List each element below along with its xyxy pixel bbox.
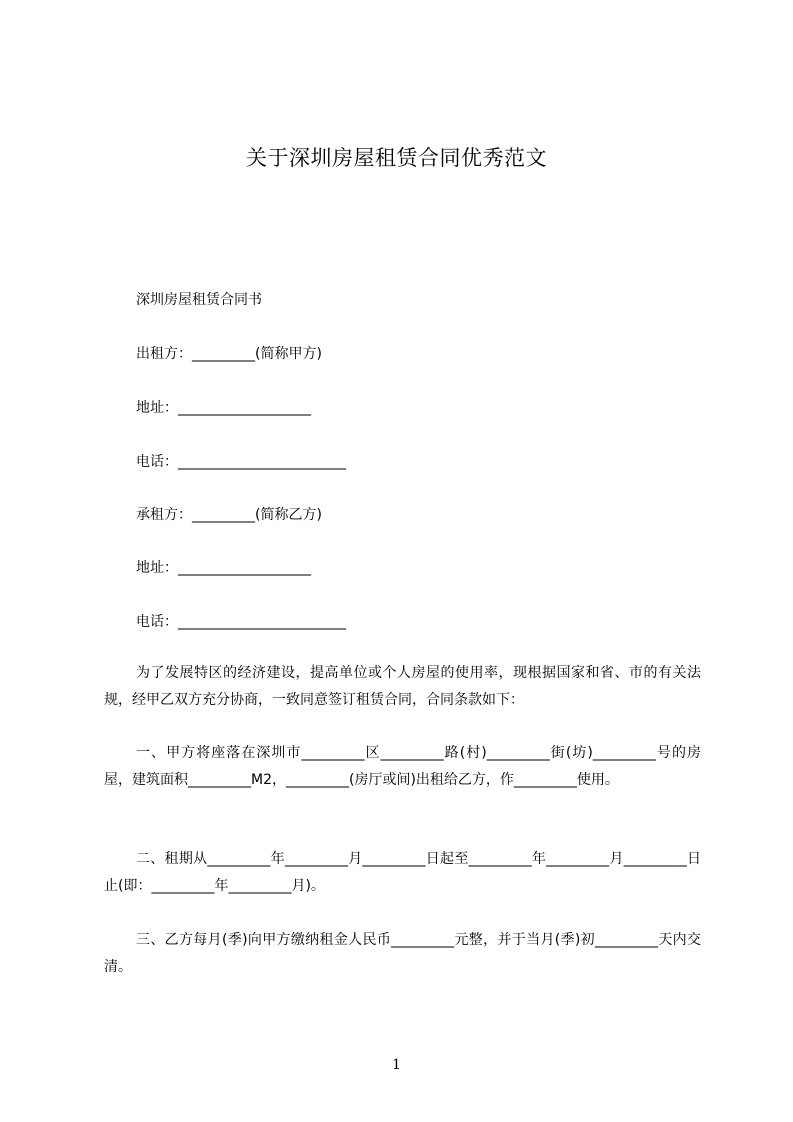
lessee-address-line: 地址：___________________ xyxy=(136,560,311,576)
contract-subtitle: 深圳房屋租赁合同书 xyxy=(136,292,262,308)
intro-paragraph: 为了发展特区的经济建设，提高单位或个人房屋的使用率，现根据国家和省、市的有关法规，经甲乙双方充分协商，一致同意签订租赁合同，合同条款如下： xyxy=(104,665,701,708)
lessor-line: 出租方：_________(简称甲方) xyxy=(136,346,322,362)
document-title: 关于深圳房屋租赁合同优秀范文 xyxy=(246,146,547,170)
page-number: 1 xyxy=(392,1057,401,1073)
clause-1-paragraph: 一、甲方将座落在深圳市_________区_________路(村)_________街(坊)_________号的房屋，建筑面积_________M2，_________(房厅或间)出租给乙方，作_________使用。 xyxy=(104,745,701,788)
clause-2-paragraph: 二、租期从_________年_________月_________日起至_________年_________月_________日止(即：_________年_________月)。 xyxy=(104,851,701,894)
clause-3-paragraph: 三、乙方每月(季)向甲方缴纳租金人民币_________元整，并于当月(季)初_________天内交清。 xyxy=(104,932,701,975)
lessee-phone-line: 电话：________________________ xyxy=(136,614,346,630)
lessor-phone-line: 电话：________________________ xyxy=(136,454,346,470)
lessor-address-line: 地址：___________________ xyxy=(136,400,311,416)
lessee-line: 承租方：_________(简称乙方) xyxy=(136,507,322,523)
